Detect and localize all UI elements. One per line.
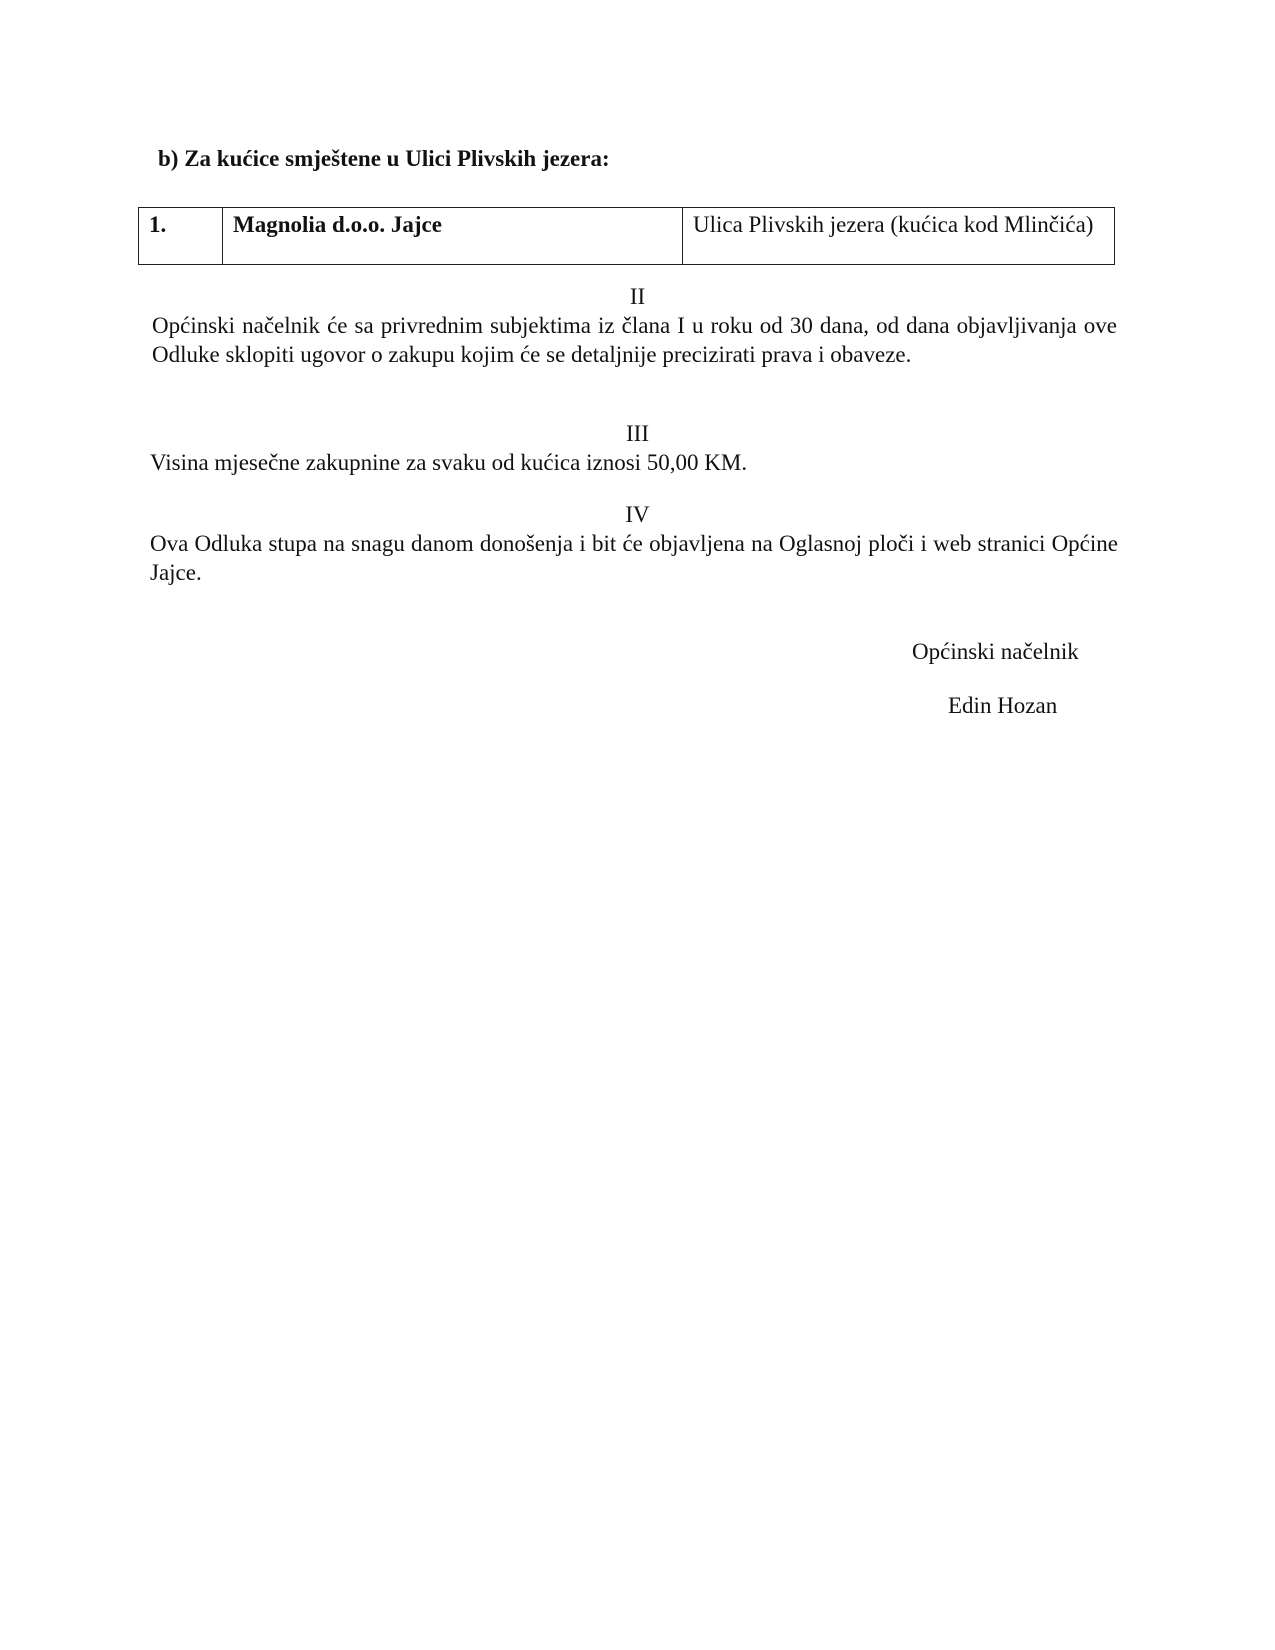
kiosk-location: Ulica Plivskih jezera (kućica kod Mlinčića) — [683, 208, 1115, 265]
row-number: 1. — [139, 208, 223, 265]
article-iv-text: Ova Odluka stupa na snagu danom donošenja i bit će objavljena na Oglasnoj ploči i web stranici Općine Jajce. — [150, 531, 1118, 585]
section-b-heading: b) Za kućice smještene u Ulici Plivskih jezera: — [158, 146, 610, 171]
company-name: Magnolia d.o.o. Jajce — [223, 208, 683, 265]
article-number-iv: IV — [625, 502, 650, 527]
article-iii-text: Visina mjesečne zakupnine za svaku od kućica iznosi 50,00 KM. — [150, 450, 748, 475]
article-ii-text: Općinski načelnik će sa privrednim subjektima iz člana I u roku od 30 dana, od dana objavljivanja ove Odluke sklopiti ugovor o zakupu kojim će se detaljnije precizirati prava i obaveze. — [152, 313, 1117, 367]
signature-title: Općinski načelnik — [912, 639, 1079, 664]
table-row — [139, 208, 1115, 265]
article-number-iii: III — [626, 421, 649, 446]
signature-name: Edin Hozan — [948, 693, 1058, 718]
kiosk-allocation-table — [138, 207, 1115, 265]
article-number-ii: II — [629, 284, 646, 309]
